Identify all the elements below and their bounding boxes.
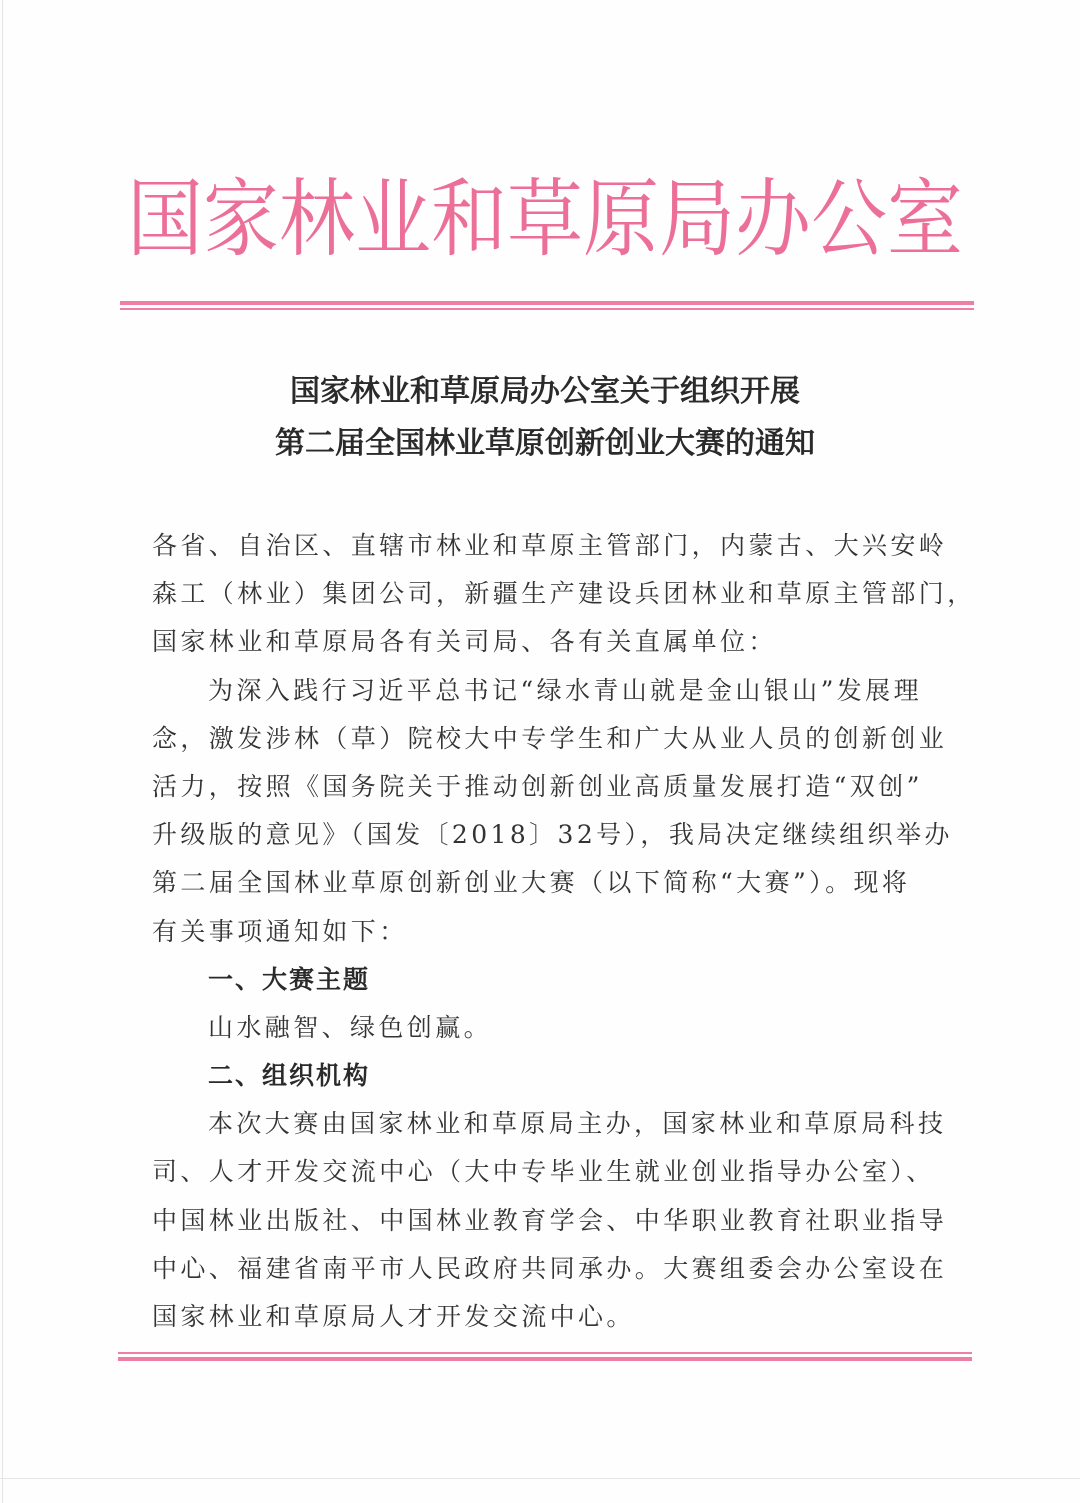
footer-rule-thin xyxy=(118,1352,972,1354)
notice-body xyxy=(152,522,976,1341)
intro-line: 活力，按照《国务院关于推动创新创业高质量发展打造“双创” xyxy=(152,771,923,801)
intro-line: 升级版的意见》（国发〔2018〕32号），我局决定继续组织举办 xyxy=(152,820,953,850)
section-2-line: 国家林业和草原局人才开发交流中心。 xyxy=(152,1302,635,1331)
section-2-heading: 二、组织机构 xyxy=(208,1061,371,1091)
notice-title-line-1: 国家林业和草原局办公室关于组织开展 xyxy=(290,374,800,409)
addressee-line: 国家林业和草原局各有关司局、各有关直属单位： xyxy=(152,627,777,657)
intro-line: 念，激发涉林（草）院校大中专学生和广大从业人员的创新创业 xyxy=(152,723,948,753)
section-2-line: 本次大赛由国家林业和草原局主办，国家林业和草原局科技 xyxy=(208,1109,947,1139)
addressee-line: 森工（林业）集团公司，新疆生产建设兵团林业和草原主管部门， xyxy=(152,579,976,609)
section-1-content: 山水融智、绿色创赢。 xyxy=(208,1012,493,1042)
page-edge-left xyxy=(2,0,3,1503)
notice-title-line-2: 第二届全国林业草原创新创业大赛的通知 xyxy=(275,426,815,461)
masthead-org-name: 国家林业和草原局办公室 xyxy=(127,169,963,269)
intro-line: 第二届全国林业草原创新创业大赛（以下简称“大赛”）。现将 xyxy=(152,868,911,898)
section-2-line: 中国林业出版社、中国林业教育学会、中华职业教育社职业指导 xyxy=(152,1205,948,1235)
section-2-line: 司、人才开发交流中心（大中专毕业生就业创业指导办公室）、 xyxy=(152,1157,935,1187)
masthead-rule-thin xyxy=(120,308,974,310)
intro-line: 有关事项通知如下： xyxy=(152,916,408,946)
intro-line: 为深入践行习近平总书记“绿水青山就是金山银山”发展理 xyxy=(208,675,922,705)
footer-rule-thick xyxy=(118,1357,972,1361)
addressee-line: 各省、自治区、直辖市林业和草原主管部门，内蒙古、大兴安岭 xyxy=(152,531,948,560)
section-1-heading: 一、大赛主题 xyxy=(208,964,371,994)
page-edge-bottom xyxy=(0,1478,1080,1479)
masthead-rule-thick xyxy=(120,301,974,305)
section-2-line: 中心、福建省南平市人民政府共同承办。大赛组委会办公室设在 xyxy=(152,1253,948,1283)
notice-title xyxy=(140,366,950,470)
